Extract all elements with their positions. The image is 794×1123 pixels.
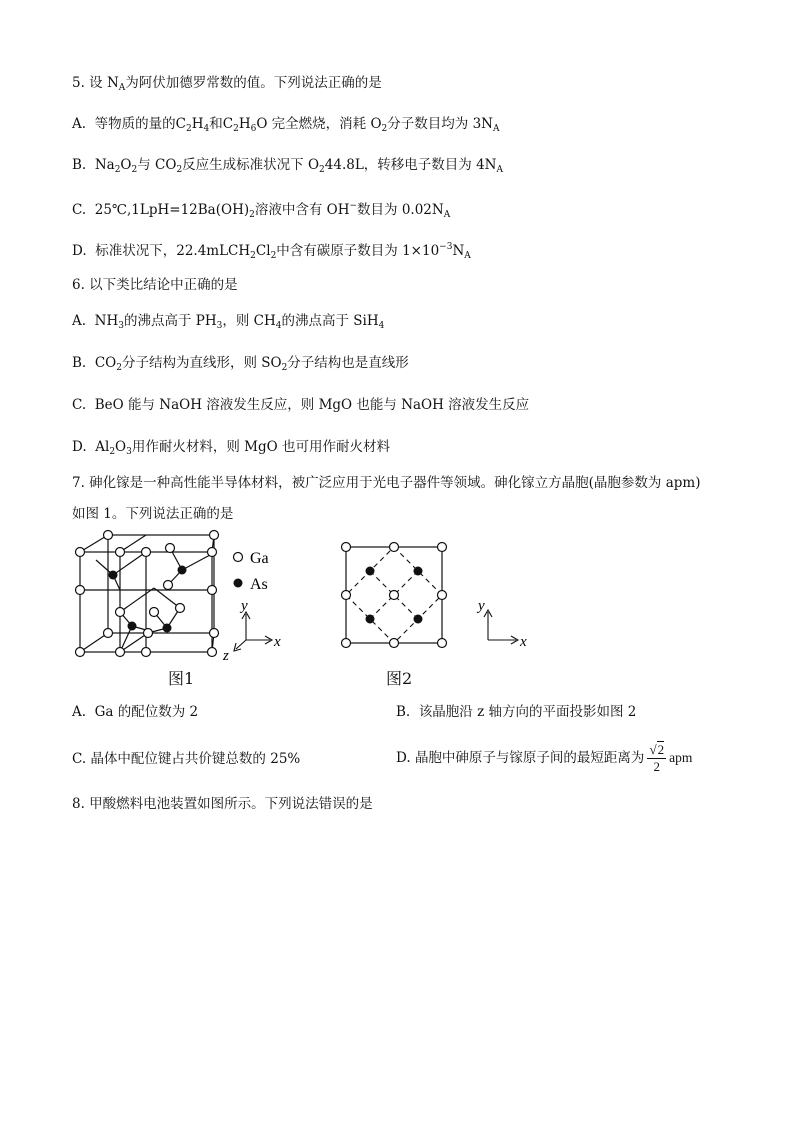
q5-stem: 5. 设 $N_A$为阿伏加德罗常数的值。下列说法正确的是: [72, 75, 382, 93]
q7-stem-line2: 如图 1。下列说法正确的是: [72, 506, 234, 522]
fig1-caption: 图1: [168, 669, 195, 688]
fig1-axis-z: z: [223, 648, 229, 664]
q6-option-c: C. BeO 能与 NaOH 溶液发生反应，则 MgO 也能与 NaOH 溶液发生反应: [72, 397, 530, 413]
figure-2-projection: [340, 540, 550, 660]
legend-as-label: As: [250, 576, 268, 593]
q6-option-d: D. $Al_2O_3$用作耐火材料，则 MgO 也可用作耐火材料: [72, 439, 390, 457]
sqrt2-over-2-fraction: $\frac{√2}{2}$: [649, 742, 665, 774]
q5-option-c: C. $25℃,1LpH=12Ba(OH)_2$溶液中含有 OH−数目为 $0.02N_A$: [72, 201, 451, 220]
q8-stem: 8. 甲酸燃料电池装置如图所示。下列说法错误的是: [72, 796, 373, 812]
q6-stem: 6. 以下类比结论中正确的是: [72, 277, 238, 293]
q6-option-b: B. $CO_2$分子结构为直线形，则 $SO_2$分子结构也是直线形: [72, 355, 409, 373]
q5-option-d: D. 标准状况下，$22.4mLCH_2Cl_2$中含有碳原子数目为 $1\times 10^{-3}N_A$: [72, 242, 471, 261]
legend-ga-marker: [234, 553, 243, 562]
legend-as-marker: [234, 579, 243, 588]
q7-option-c: C. 晶体中配位键占共价键总数的 25%: [72, 751, 301, 767]
q7-stem-line1: 7. 砷化镓是一种高性能半导体材料，被广泛应用于光电子器件等领域。砷化镓立方晶胞(晶胞参数为 apm): [72, 475, 701, 491]
fig2-caption: 图2: [386, 669, 413, 688]
fig2-axis-y: y: [478, 598, 485, 614]
q6-option-a: A. $NH_3$的沸点高于 $PH_3$，则 $CH_4$的沸点高于 SiH$_4$: [72, 313, 385, 331]
fig2-axis-x: x: [520, 634, 527, 650]
q5-option-b: B. $Na_2O_2$与 $CO_2$反应生成标准状况下 $O_244.8L$，转移电子数目为 $4N_A$: [72, 157, 503, 175]
fig1-axis-x: x: [274, 634, 281, 650]
figure-1-crystal-cell: [60, 530, 360, 690]
q7-option-a: A. Ga 的配位数为 2: [72, 704, 199, 720]
legend-ga-label: Ga: [250, 550, 269, 567]
q5-option-a: A. 等物质的量的$C_2H_4$和$C_2H_6O$ 完全燃烧，消耗 $O_2$分子数目均为 $3N_A$: [72, 116, 500, 134]
q7-option-d: D. 晶胞中砷原子与镓原子间的最短距离为 $\frac{√2}{2}$ apm: [396, 742, 693, 774]
fig1-axis-y: y: [241, 598, 248, 614]
q7-option-b: B. 该晶胞沿 z 轴方向的平面投影如图 2: [396, 704, 637, 720]
